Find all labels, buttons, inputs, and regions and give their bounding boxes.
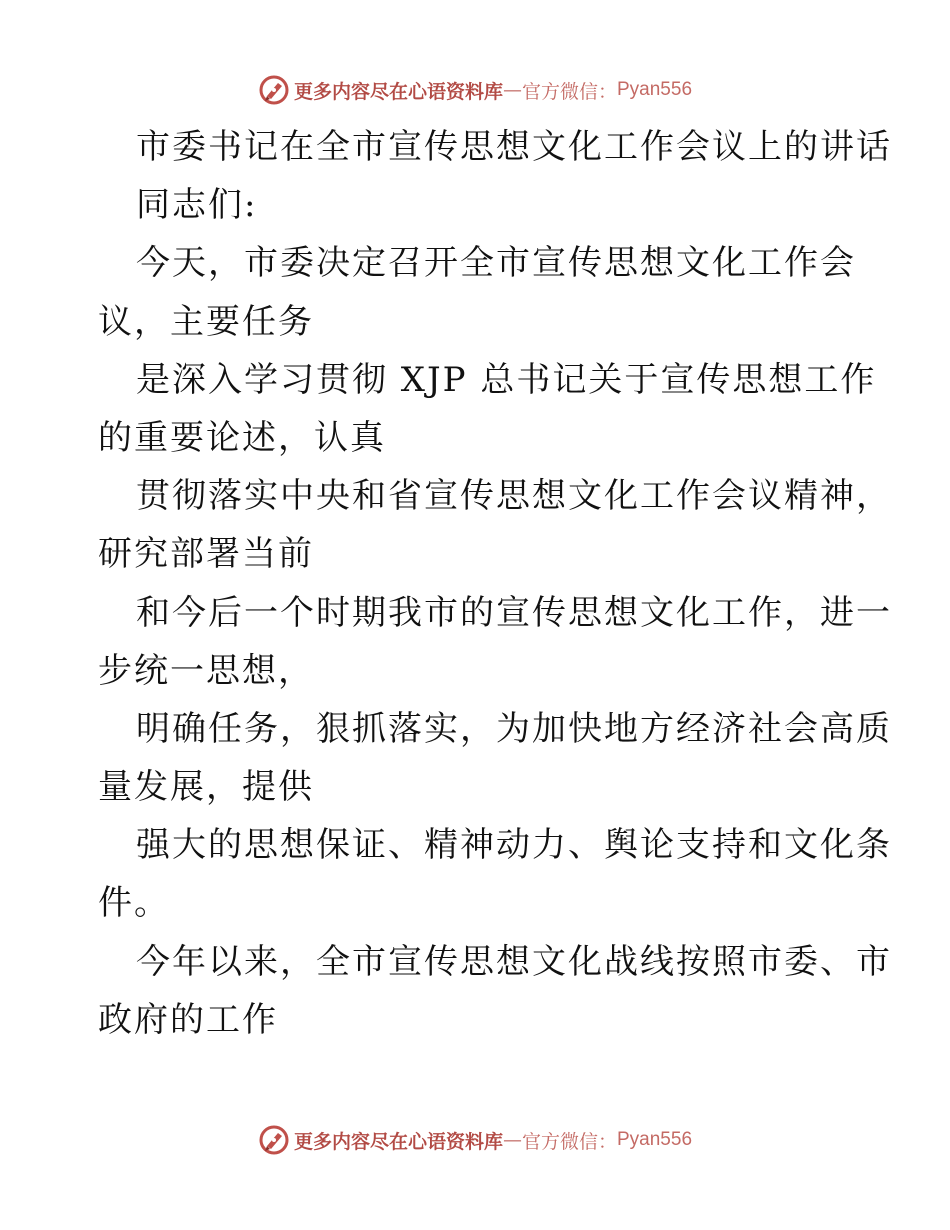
document-title: 市委书记在全市宣传思想文化工作会议上的讲话 [136, 127, 892, 167]
paragraph-line: 今年以来，全市宣传思想文化战线按照市委、市 [136, 941, 892, 982]
pen-logo-icon [258, 74, 290, 106]
pen-logo-icon [258, 1124, 290, 1156]
paragraph-line: 和今后一个时期我市的宣传思想文化工作，进一 [136, 592, 892, 633]
paragraph-line: 研究部署当前 [98, 534, 314, 575]
paragraph-line: 强大的思想保证、精神动力、舆论支持和文化条 [136, 825, 892, 866]
paragraph-line: 是深入学习贯彻 XJP 总书记关于宣传思想工作 [136, 359, 877, 400]
salutation: 同志们: [136, 185, 258, 226]
banner-wechat-label: 官方微信： [521, 1130, 617, 1153]
paragraph-line: 政府的工作 [98, 999, 278, 1040]
paragraph-line: 的重要论述，认真 [98, 417, 386, 458]
paragraph-line: 明确任务，狠抓落实，为加快地方经济社会高质 [136, 708, 892, 749]
banner-dash: — [502, 1129, 522, 1151]
paragraph-line: 议，主要任务 [98, 301, 314, 342]
paragraph-line: 步统一思想， [98, 650, 314, 691]
header-watermark-banner [0, 70, 950, 110]
banner-wechat-id: Pyan556 [617, 79, 693, 100]
paragraph-line: 今天，市委决定召开全市宣传思想文化工作会 [136, 243, 856, 284]
paragraph-line: 件。 [98, 883, 170, 924]
banner-dash: — [502, 79, 522, 101]
document-body [98, 118, 892, 1049]
paragraph-line: 贯彻落实中央和省宣传思想文化工作会议精神， [136, 476, 892, 517]
banner-main-text: 更多内容尽在心语资料库 [293, 1130, 503, 1153]
banner-main-text: 更多内容尽在心语资料库 [293, 80, 503, 103]
paragraph-line: 量发展，提供 [98, 767, 314, 808]
footer-watermark-banner [0, 1120, 950, 1160]
banner-wechat-label: 官方微信： [521, 80, 617, 103]
banner-wechat-id: Pyan556 [617, 1129, 693, 1150]
